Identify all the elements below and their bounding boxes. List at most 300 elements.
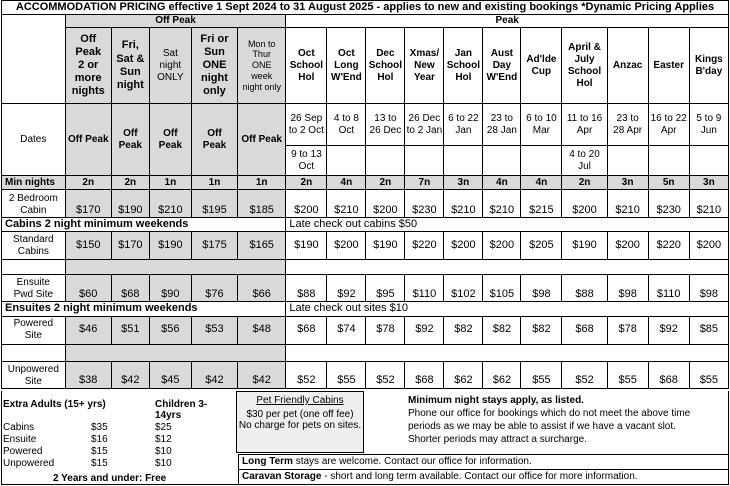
policy-title: Minimum night stays apply, as listed. <box>408 395 584 406</box>
policy-line-3: Shorter periods may attract a surcharge. <box>408 434 587 445</box>
cell-line: Oct <box>298 47 315 59</box>
min-nights-cell: 2n <box>300 176 313 188</box>
price-cell <box>405 190 444 218</box>
caravan-storage-label: Caravan Storage <box>242 471 322 482</box>
price-value: $95 <box>376 288 395 301</box>
min-nights-value <box>607 176 648 190</box>
price-value: $55 <box>532 374 551 387</box>
cell-line: Thur <box>252 49 271 60</box>
table-row <box>2 361 729 388</box>
price-cell <box>327 275 366 302</box>
price-value: $98 <box>618 288 637 301</box>
price-cell <box>149 361 191 388</box>
price-value: $210 <box>334 204 359 216</box>
min-nights-cell: 3n <box>457 176 470 188</box>
price-cell <box>405 232 444 260</box>
price-cell <box>483 361 521 388</box>
extra-adult-price: $15 <box>91 446 108 457</box>
min-nights-value <box>238 176 286 190</box>
price-value: $220 <box>412 239 437 252</box>
price-cell <box>689 275 728 302</box>
min-nights-cell: 4n <box>496 176 508 188</box>
price-value: $42 <box>121 374 140 387</box>
min-nights-cell: 4n <box>535 176 548 188</box>
column-header <box>238 28 286 104</box>
price-value: $55 <box>337 374 356 387</box>
peak-dates <box>562 104 607 146</box>
peak-dates-alt <box>366 146 405 176</box>
price-value: $45 <box>161 374 180 387</box>
cell-line: Mon to <box>247 38 276 49</box>
cell-line: Oct <box>338 124 355 136</box>
cell-line: 23 to <box>616 112 639 124</box>
price-cell <box>648 275 689 302</box>
price-cell <box>521 361 562 388</box>
price-cell <box>191 361 237 388</box>
offpeak-dates <box>149 104 191 176</box>
column-header <box>286 28 327 104</box>
cell-line: only <box>203 85 226 98</box>
price-cell <box>444 361 483 388</box>
price-cell <box>483 275 521 302</box>
cell-line: 6 to 22 <box>448 112 479 124</box>
price-value: $230 <box>656 204 681 216</box>
price-cell <box>286 361 327 388</box>
price-value: $210 <box>615 204 640 216</box>
price-cell <box>327 190 366 218</box>
min-nights-value <box>562 176 607 190</box>
caravan-storage-note <box>238 469 729 485</box>
cell-line: ONLY <box>157 71 184 83</box>
ensuites-section-note <box>286 302 729 316</box>
min-nights-value <box>65 176 111 190</box>
price-value: $105 <box>489 288 515 301</box>
price-value: $42 <box>252 374 271 387</box>
min-nights-value <box>483 176 521 190</box>
cabins-section-header <box>2 218 286 232</box>
cell-line: Off <box>80 32 97 45</box>
price-value: $98 <box>532 288 551 301</box>
price-cell <box>689 316 728 344</box>
price-cell <box>607 361 648 388</box>
price-value: $55 <box>699 374 719 387</box>
cell-line: to 2 Oct <box>288 124 324 136</box>
offpeak-dates <box>191 104 237 176</box>
cell-line: 28 Jan <box>486 124 517 136</box>
pet-friendly-title: Pet Friendly Cabins <box>256 395 344 406</box>
price-cell <box>327 361 366 388</box>
cell-line: 4 to 8 <box>333 112 359 124</box>
extra-row-label: Ensuite <box>3 434 37 445</box>
cell-line: 26 Dec <box>369 124 402 136</box>
column-header <box>689 28 728 104</box>
price-cell <box>286 190 327 218</box>
price-cell <box>444 316 483 344</box>
cabins-section-note <box>286 218 729 232</box>
price-cell <box>689 361 728 388</box>
price-cell <box>521 232 562 260</box>
cell-line: 9 to 13 <box>291 148 322 160</box>
price-cell <box>607 232 648 260</box>
min-nights-cell: 2n <box>124 176 137 188</box>
column-header <box>111 28 149 104</box>
price-cell <box>238 275 286 302</box>
offpeak-dates <box>111 104 149 176</box>
peak-dates-alt <box>521 146 562 176</box>
price-cell <box>366 275 405 302</box>
spacer-offpeak <box>65 260 286 275</box>
min-nights-cell: 2n <box>379 176 392 188</box>
price-value: $74 <box>337 323 356 336</box>
price-value: $110 <box>656 288 681 301</box>
price-value: $52 <box>297 374 316 387</box>
cell-line: Jul <box>578 160 591 172</box>
price-cell <box>111 316 149 344</box>
price-cell <box>562 316 607 344</box>
cell-line: Aust <box>490 47 513 59</box>
table-row <box>2 218 729 232</box>
price-value: $200 <box>696 239 722 252</box>
extra-adults-header: Extra Adults (15+ yrs) <box>3 399 106 410</box>
extra-row-label: Cabins <box>3 422 35 433</box>
cell-line: W'End <box>331 71 362 83</box>
cell-line: W'End <box>486 71 518 83</box>
price-value: $210 <box>158 204 183 216</box>
price-value: $200 <box>334 239 359 252</box>
cell-line: 28 Apr <box>613 124 643 136</box>
cell-line: Apr <box>576 124 593 136</box>
peak-dates-alt <box>483 146 521 176</box>
price-cell <box>286 316 327 344</box>
peak-dates-alt <box>562 146 607 176</box>
price-cell <box>648 361 689 388</box>
table-row <box>2 190 729 218</box>
offpeak-label: Off Peak <box>155 15 196 27</box>
page-title <box>2 1 729 15</box>
cell-line: night only <box>242 81 281 92</box>
spacer-peak <box>286 260 729 275</box>
cell-line: to 2 Jan <box>406 124 443 136</box>
cell-line: Jan <box>454 47 472 59</box>
price-value: $92 <box>415 323 434 336</box>
cell-line: Site <box>24 330 42 342</box>
cell-line: Jun <box>700 124 717 136</box>
pet-fee: $30 per pet (one off fee) <box>246 409 354 420</box>
price-cell <box>65 361 111 388</box>
cell-line: Easter <box>653 59 684 71</box>
min-nights-value <box>366 176 405 190</box>
cell-line: 5 to 9 <box>696 112 722 124</box>
price-value: $48 <box>252 323 271 336</box>
price-cell <box>238 361 286 388</box>
price-value: $200 <box>615 239 640 252</box>
price-cell <box>405 316 444 344</box>
dates-label <box>2 104 66 176</box>
peak-dates-alt <box>689 146 728 176</box>
price-value: $60 <box>79 288 98 301</box>
price-value: $52 <box>376 374 395 387</box>
price-value: $62 <box>454 374 473 387</box>
offpeak-dates <box>65 104 111 176</box>
column-header <box>327 28 366 104</box>
price-cell <box>521 275 562 302</box>
price-cell <box>444 232 483 260</box>
cell-line: Jan <box>455 124 472 136</box>
price-cell <box>238 190 286 218</box>
extra-adult-price: $35 <box>91 422 108 433</box>
price-cell <box>521 316 562 344</box>
price-cell <box>191 232 237 260</box>
cell-line: Apr <box>660 124 677 136</box>
policy-line-1: Phone our office for bookings which do not meet the above time <box>408 408 691 419</box>
price-value: $82 <box>454 323 473 336</box>
peak-dates <box>366 104 405 146</box>
peak-dates-alt <box>648 146 689 176</box>
section-note: Late check out cabins $50 <box>289 218 418 231</box>
min-nights-value <box>521 176 562 190</box>
column-header <box>607 28 648 104</box>
price-value: $55 <box>618 374 637 387</box>
table-row <box>2 232 729 260</box>
cell-line: Off Peak <box>67 133 109 145</box>
peak-dates <box>327 104 366 146</box>
price-cell <box>444 190 483 218</box>
price-value: $185 <box>249 204 274 216</box>
price-cell <box>648 190 689 218</box>
price-cell <box>366 232 405 260</box>
price-value: $170 <box>118 239 143 252</box>
cell-line: 13 to <box>374 112 397 124</box>
price-value: $110 <box>412 288 437 301</box>
price-value: $200 <box>373 204 398 216</box>
cell-line: nights <box>71 85 105 98</box>
policy-line-2: periods as we may be able to assist if we have a vacant slot. <box>408 421 676 432</box>
price-value: $205 <box>529 239 554 252</box>
long-term-note <box>238 454 729 470</box>
cell-line: 16 to 22 <box>650 112 687 124</box>
price-value: $230 <box>412 204 437 216</box>
peak-dates <box>689 104 728 146</box>
cell-line: night <box>116 78 144 91</box>
price-value: $195 <box>202 204 227 216</box>
price-value: $68 <box>297 323 316 336</box>
extra-child-price: $10 <box>155 446 172 457</box>
cell-line: Mar <box>532 124 551 136</box>
min-nights-label <box>2 176 66 190</box>
column-header <box>562 28 607 104</box>
cell-line: Oct <box>338 47 355 59</box>
cell-line: Peak <box>75 45 102 58</box>
min-nights-cell: 4n <box>340 176 353 188</box>
table-row <box>2 104 729 146</box>
min-nights-value <box>286 176 327 190</box>
price-cell <box>366 361 405 388</box>
min-nights-value <box>111 176 149 190</box>
price-value: $210 <box>696 204 722 216</box>
under-two-free: 2 Years and under: Free <box>53 473 167 484</box>
ensuites-section-header <box>2 302 286 316</box>
peak-dates <box>648 104 689 146</box>
price-cell <box>111 361 149 388</box>
peak-label: Peak <box>495 15 519 27</box>
unpowered-site-label <box>2 361 66 388</box>
powered-site-label <box>2 316 66 344</box>
price-value: $66 <box>252 288 271 301</box>
column-header <box>366 28 405 104</box>
cell-line: Kings <box>694 53 723 65</box>
price-cell <box>562 275 607 302</box>
price-cell <box>689 232 728 260</box>
footer-bottom-border <box>1 484 729 485</box>
price-cell <box>111 275 149 302</box>
price-cell <box>444 275 483 302</box>
price-value: $78 <box>618 323 637 336</box>
min-nights-cell: 5n <box>662 176 675 188</box>
long-term-text: stays are welcome. Contact our office for information. <box>292 456 532 467</box>
cell-line: 2 Bedroom <box>8 193 58 205</box>
table-row <box>2 275 729 302</box>
price-value: $92 <box>337 288 356 301</box>
peak-dates-alt <box>286 146 327 176</box>
section-note: Late check out sites $10 <box>289 302 408 315</box>
price-cell <box>327 316 366 344</box>
peak-dates <box>607 104 648 146</box>
dates-label-text: Dates <box>20 133 47 145</box>
price-value: $52 <box>575 374 594 387</box>
cell-line: Xmas/ <box>409 47 440 59</box>
price-value: $210 <box>489 204 515 216</box>
cell-line: Fri or <box>200 32 229 45</box>
two-bedroom-cabin-label <box>2 190 66 218</box>
price-cell <box>111 190 149 218</box>
cell-line: 26 Dec <box>408 112 441 124</box>
price-cell <box>562 232 607 260</box>
offpeak-dates <box>238 104 286 176</box>
cell-line: Ensuite <box>16 277 50 289</box>
cell-line: 6 to 10 <box>526 112 557 124</box>
price-value: $88 <box>297 288 316 301</box>
price-value: $215 <box>529 204 554 216</box>
cell-line: School <box>368 59 403 71</box>
price-value: $82 <box>492 323 512 336</box>
min-nights-value <box>191 176 237 190</box>
price-value: $190 <box>158 239 183 252</box>
price-cell <box>405 361 444 388</box>
price-value: $175 <box>202 239 227 252</box>
cell-line: Sat & <box>116 52 145 65</box>
price-cell <box>327 232 366 260</box>
price-cell <box>607 316 648 344</box>
cell-line: night <box>159 59 182 71</box>
table-row <box>2 1 729 15</box>
cell-line: Off Peak <box>241 133 282 145</box>
price-cell <box>65 190 111 218</box>
price-value: $150 <box>75 239 101 252</box>
price-cell <box>149 275 191 302</box>
table-row <box>2 15 729 28</box>
cell-line: April & <box>568 41 601 53</box>
table-row <box>2 28 729 104</box>
section-title: Ensuites 2 night minimum weekends <box>5 302 198 315</box>
policy-panel <box>408 394 728 454</box>
cell-line: Powered <box>13 318 54 330</box>
cell-line: Hol <box>576 77 593 89</box>
price-value: $62 <box>492 374 512 387</box>
peak-dates-alt <box>444 146 483 176</box>
footer-right-border <box>728 391 729 485</box>
extra-adult-price: $16 <box>91 434 108 445</box>
peak-dates <box>286 104 327 146</box>
price-value: $102 <box>451 288 476 301</box>
min-nights-cell: 3n <box>621 176 634 188</box>
min-nights-value <box>405 176 444 190</box>
price-value: $200 <box>451 239 476 252</box>
cell-line: Peak <box>158 139 183 151</box>
price-value: $56 <box>161 323 180 336</box>
price-value: $210 <box>451 204 476 216</box>
price-cell <box>286 275 327 302</box>
cell-line: Fri, <box>121 39 139 52</box>
cell-line: B'day <box>695 65 723 77</box>
column-header <box>444 28 483 104</box>
peak-group-header <box>286 15 729 28</box>
table-row <box>2 176 729 190</box>
price-value: $88 <box>575 288 594 301</box>
cell-line: Ad'lde <box>526 53 557 65</box>
cell-line: Peak <box>202 139 227 151</box>
min-nights-cell: 1n <box>255 176 268 188</box>
price-value: $190 <box>118 204 143 216</box>
price-cell <box>149 232 191 260</box>
table-row <box>2 260 729 275</box>
price-cell <box>366 190 405 218</box>
price-value: $78 <box>376 323 395 336</box>
price-value: $200 <box>489 239 515 252</box>
min-nights-value <box>648 176 689 190</box>
cell-line: Off <box>207 127 222 139</box>
min-nights-cell: 3n <box>703 176 715 188</box>
cell-line: Cup <box>531 65 552 77</box>
cell-line: Day <box>492 59 512 71</box>
price-cell <box>65 232 111 260</box>
price-value: $53 <box>205 323 224 336</box>
cell-line: July <box>574 53 595 65</box>
column-header <box>405 28 444 104</box>
cell-line: Peak <box>118 139 142 151</box>
spacer-label <box>2 260 66 275</box>
cell-line: Long <box>334 59 359 71</box>
price-cell <box>191 316 237 344</box>
cell-line: Cabins <box>17 245 49 257</box>
pricing-table <box>1 0 729 389</box>
cell-line: Standard <box>13 233 54 245</box>
price-value: $68 <box>575 323 594 336</box>
price-value: $38 <box>79 374 98 387</box>
cell-line: 2 or <box>78 59 99 72</box>
price-cell <box>65 275 111 302</box>
price-value: $90 <box>161 288 180 301</box>
price-cell <box>607 275 648 302</box>
price-value: $170 <box>75 204 101 216</box>
cell-line: Hol <box>377 71 394 83</box>
pet-site-note: No charge for pets on sites. <box>238 420 362 431</box>
price-value: $76 <box>205 288 224 301</box>
price-value: $98 <box>699 288 719 301</box>
cell-line: Sat <box>162 47 178 59</box>
cell-line: 11 to 16 <box>566 112 603 124</box>
peak-dates <box>521 104 562 146</box>
peak-dates <box>405 104 444 146</box>
